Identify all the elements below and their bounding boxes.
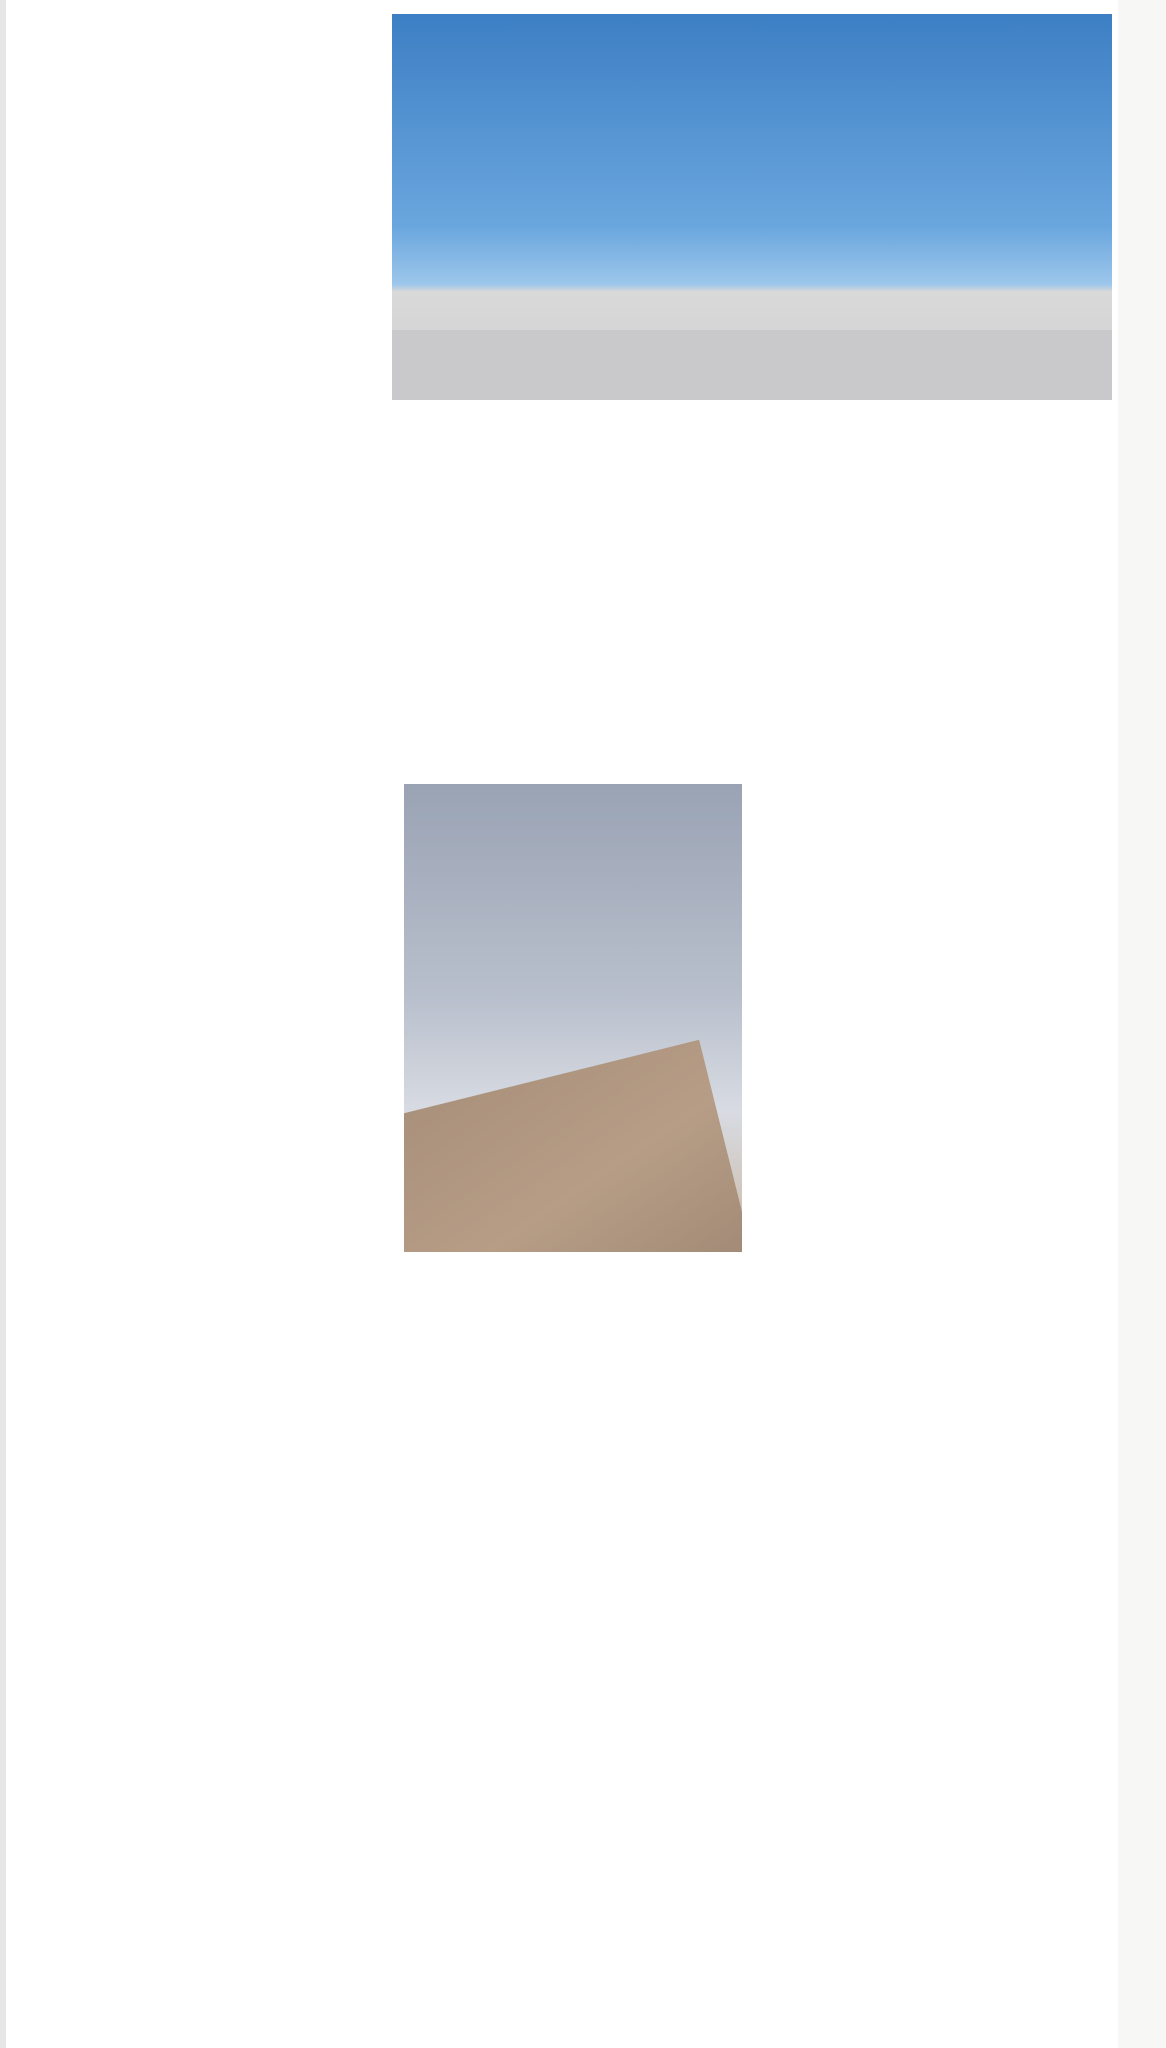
mechanical-trees-photo (392, 14, 1112, 400)
page-margin-strip (1118, 0, 1166, 2048)
bristlecone-pine-photo (404, 784, 742, 1252)
photo-hillside (404, 1040, 742, 1252)
photo-ground (392, 330, 1112, 400)
page-edge-rule (0, 0, 6, 2048)
